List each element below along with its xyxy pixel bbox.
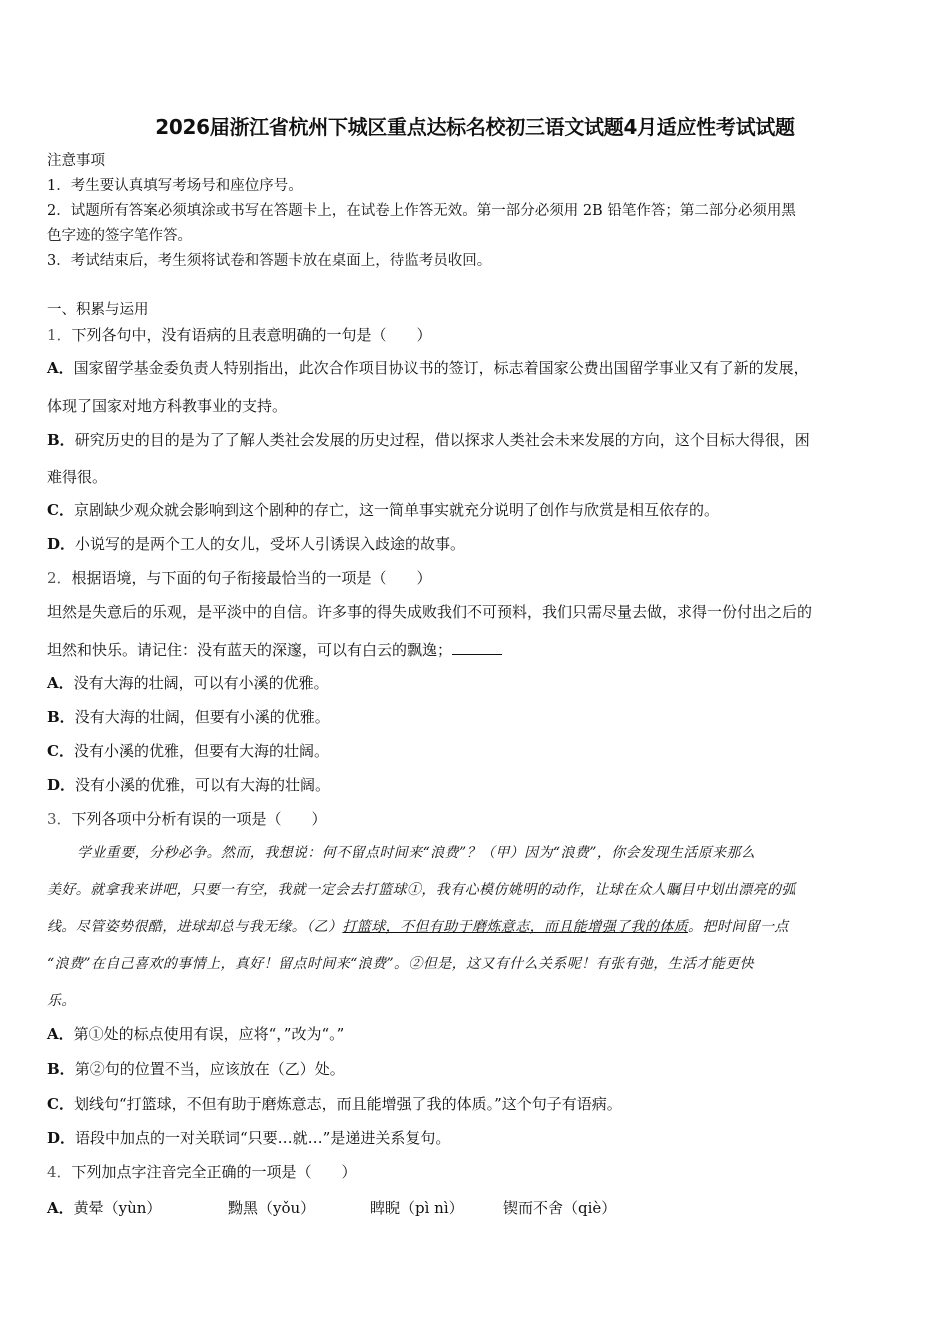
q2-option-c: [47, 741, 329, 761]
q3-option-d: [47, 1128, 450, 1148]
option-text: 京剧缺少观众就会影响到这个剧种的存亡，这一简单事实就充分说明了创作与欣赏是相互依存的。: [73, 501, 719, 519]
option-label: B．: [47, 431, 75, 449]
notice-item-1: 1．考生要认真填写考场号和座位序号。: [47, 178, 303, 194]
question-text: 根据语境，与下面的句子衔接最恰当的一项是（ ）: [71, 569, 432, 587]
passage-text: 线。尽管姿势很酷，进球却总与我无缘。（乙）: [47, 919, 343, 935]
q1-option-b-cont: 难得很。: [47, 468, 108, 486]
notice-heading: 注意事项: [47, 153, 105, 169]
q3-passage-line-5: 乐。: [47, 993, 76, 1009]
passage-text: 。把时间留一点: [688, 919, 789, 935]
option-label: A．: [47, 1199, 74, 1217]
option-text: 没有大海的壮阔，但要有小溪的优雅。: [74, 708, 330, 726]
q3-option-c: [47, 1094, 622, 1114]
q3-passage-line-1: 学业重要，分秒必争。然而，我想说：何不留点时间来“浪费”？（甲）因为“浪费”，你会发现生活原来那么: [77, 845, 756, 861]
option-text: 没有小溪的优雅，但要有大海的壮阔。: [73, 742, 329, 760]
option-text: 研究历史的目的是为了了解人类社会发展的历史过程，借以探求人类社会未来发展的方向，这个目标大得很，困: [74, 431, 810, 449]
option-label: C．: [47, 1095, 74, 1113]
option-word-2: 黝黑（yǒu）: [228, 1199, 316, 1217]
question-2-stem: [47, 568, 432, 588]
option-label: D．: [47, 776, 76, 794]
question-1-stem: [47, 325, 432, 345]
option-text: 第①处的标点使用有误，应将“，”改为“。”: [73, 1025, 345, 1043]
question-text: 下列各项中分析有误的一项是（ ）: [71, 810, 327, 828]
q3-passage-line-4: “浪费”在自己喜欢的事情上，真好！留点时间来“浪费”。②但是，这又有什么关系呢！有张有弛，生活才能更快: [47, 956, 755, 972]
option-label: C．: [47, 742, 74, 760]
question-number: 4．: [47, 1163, 72, 1181]
q2-option-b: [47, 707, 330, 727]
option-word-1: 黄晕（yùn）: [73, 1199, 162, 1217]
q3-option-a: [47, 1024, 344, 1044]
notice-item-3: 3．考试结束后，考生须将试卷和答题卡放在桌面上，待监考员收回。: [47, 253, 492, 269]
q1-option-d: [47, 534, 465, 554]
page-title: 2026届浙江省杭州下城区重点达标名校初三语文试题4月适应性考试试题: [155, 115, 795, 139]
section-heading: 一、积累与运用: [47, 302, 149, 318]
option-text: 语段中加点的一对关联词“只要…就…”是递进关系复句。: [75, 1129, 451, 1147]
option-text: 没有小溪的优雅，可以有大海的壮阔。: [75, 776, 331, 794]
context-text: 坦然和快乐。请记住：没有蓝天的深邃，可以有白云的飘逸；: [47, 641, 453, 659]
option-text: 第②句的位置不当，应该放在（乙）处。: [74, 1060, 345, 1078]
q2-context: 坦然是失意后的乐观，是平淡中的自信。许多事的得失成败我们不可预料，我们只需尽量去做，求得一份付出之后的: [47, 603, 813, 621]
notice-item-2-cont: 色字迹的签字笔作答。: [47, 228, 192, 244]
q3-passage-line-3: [47, 917, 907, 937]
option-label: D．: [47, 535, 76, 553]
q1-option-b: [47, 430, 810, 450]
option-label: B．: [47, 708, 75, 726]
question-3-stem: [47, 809, 327, 829]
option-word-3: 睥睨（pì nì）: [370, 1199, 464, 1217]
option-text: 国家留学基金委负责人特别指出，此次合作项目协议书的签订，标志着国家公费出国留学事业又有了新的发展，: [73, 359, 809, 377]
question-number: 3．: [47, 810, 72, 828]
q2-option-a: [47, 673, 329, 693]
option-label: B．: [47, 1060, 75, 1078]
q3-passage-line-2: 美好。就拿我来讲吧，只要一有空，我就一定会去打篮球①，我有心模仿姚明的动作，让球在众人瞩目中划出漂亮的弧: [47, 882, 796, 898]
option-text: 没有大海的壮阔，可以有小溪的优雅。: [73, 674, 329, 692]
question-number: 1．: [47, 326, 72, 344]
q2-context-cont: [47, 640, 502, 660]
option-label: A．: [47, 1025, 74, 1043]
q1-option-a-cont: 体现了国家对地方科教事业的支持。: [47, 397, 288, 415]
option-label: A．: [47, 674, 74, 692]
option-label: C．: [47, 501, 74, 519]
q3-option-b: [47, 1059, 345, 1079]
option-text: 划线句“打篮球，不但有助于磨炼意志，而且能增强了我的体质。”这个句子有语病。: [73, 1095, 622, 1113]
q2-option-d: [47, 775, 330, 795]
q1-option-c: [47, 500, 719, 520]
underlined-sentence: 打篮球，不但有助于磨炼意志，而且能增强了我的体质: [342, 919, 689, 935]
q1-option-a: [47, 358, 809, 378]
notice-item-2: 2．试题所有答案必须填涂或书写在答题卡上，在试卷上作答无效。第一部分必须用 2B 铅笔作答；第二部分必须用黑: [47, 203, 796, 219]
question-text: 下列各句中，没有语病的且表意明确的一句是（ ）: [71, 326, 432, 344]
answer-blank: [452, 640, 502, 655]
option-word-4: 锲而不舍（qiè）: [503, 1199, 617, 1217]
question-4-stem: [47, 1162, 357, 1182]
option-label: D．: [47, 1129, 76, 1147]
option-text: 小说写的是两个工人的女儿，受坏人引诱误入歧途的故事。: [75, 535, 466, 553]
question-number: 2．: [47, 569, 72, 587]
option-label: A．: [47, 359, 74, 377]
question-text: 下列加点字注音完全正确的一项是（ ）: [71, 1163, 357, 1181]
q4-option-a: [47, 1197, 161, 1218]
